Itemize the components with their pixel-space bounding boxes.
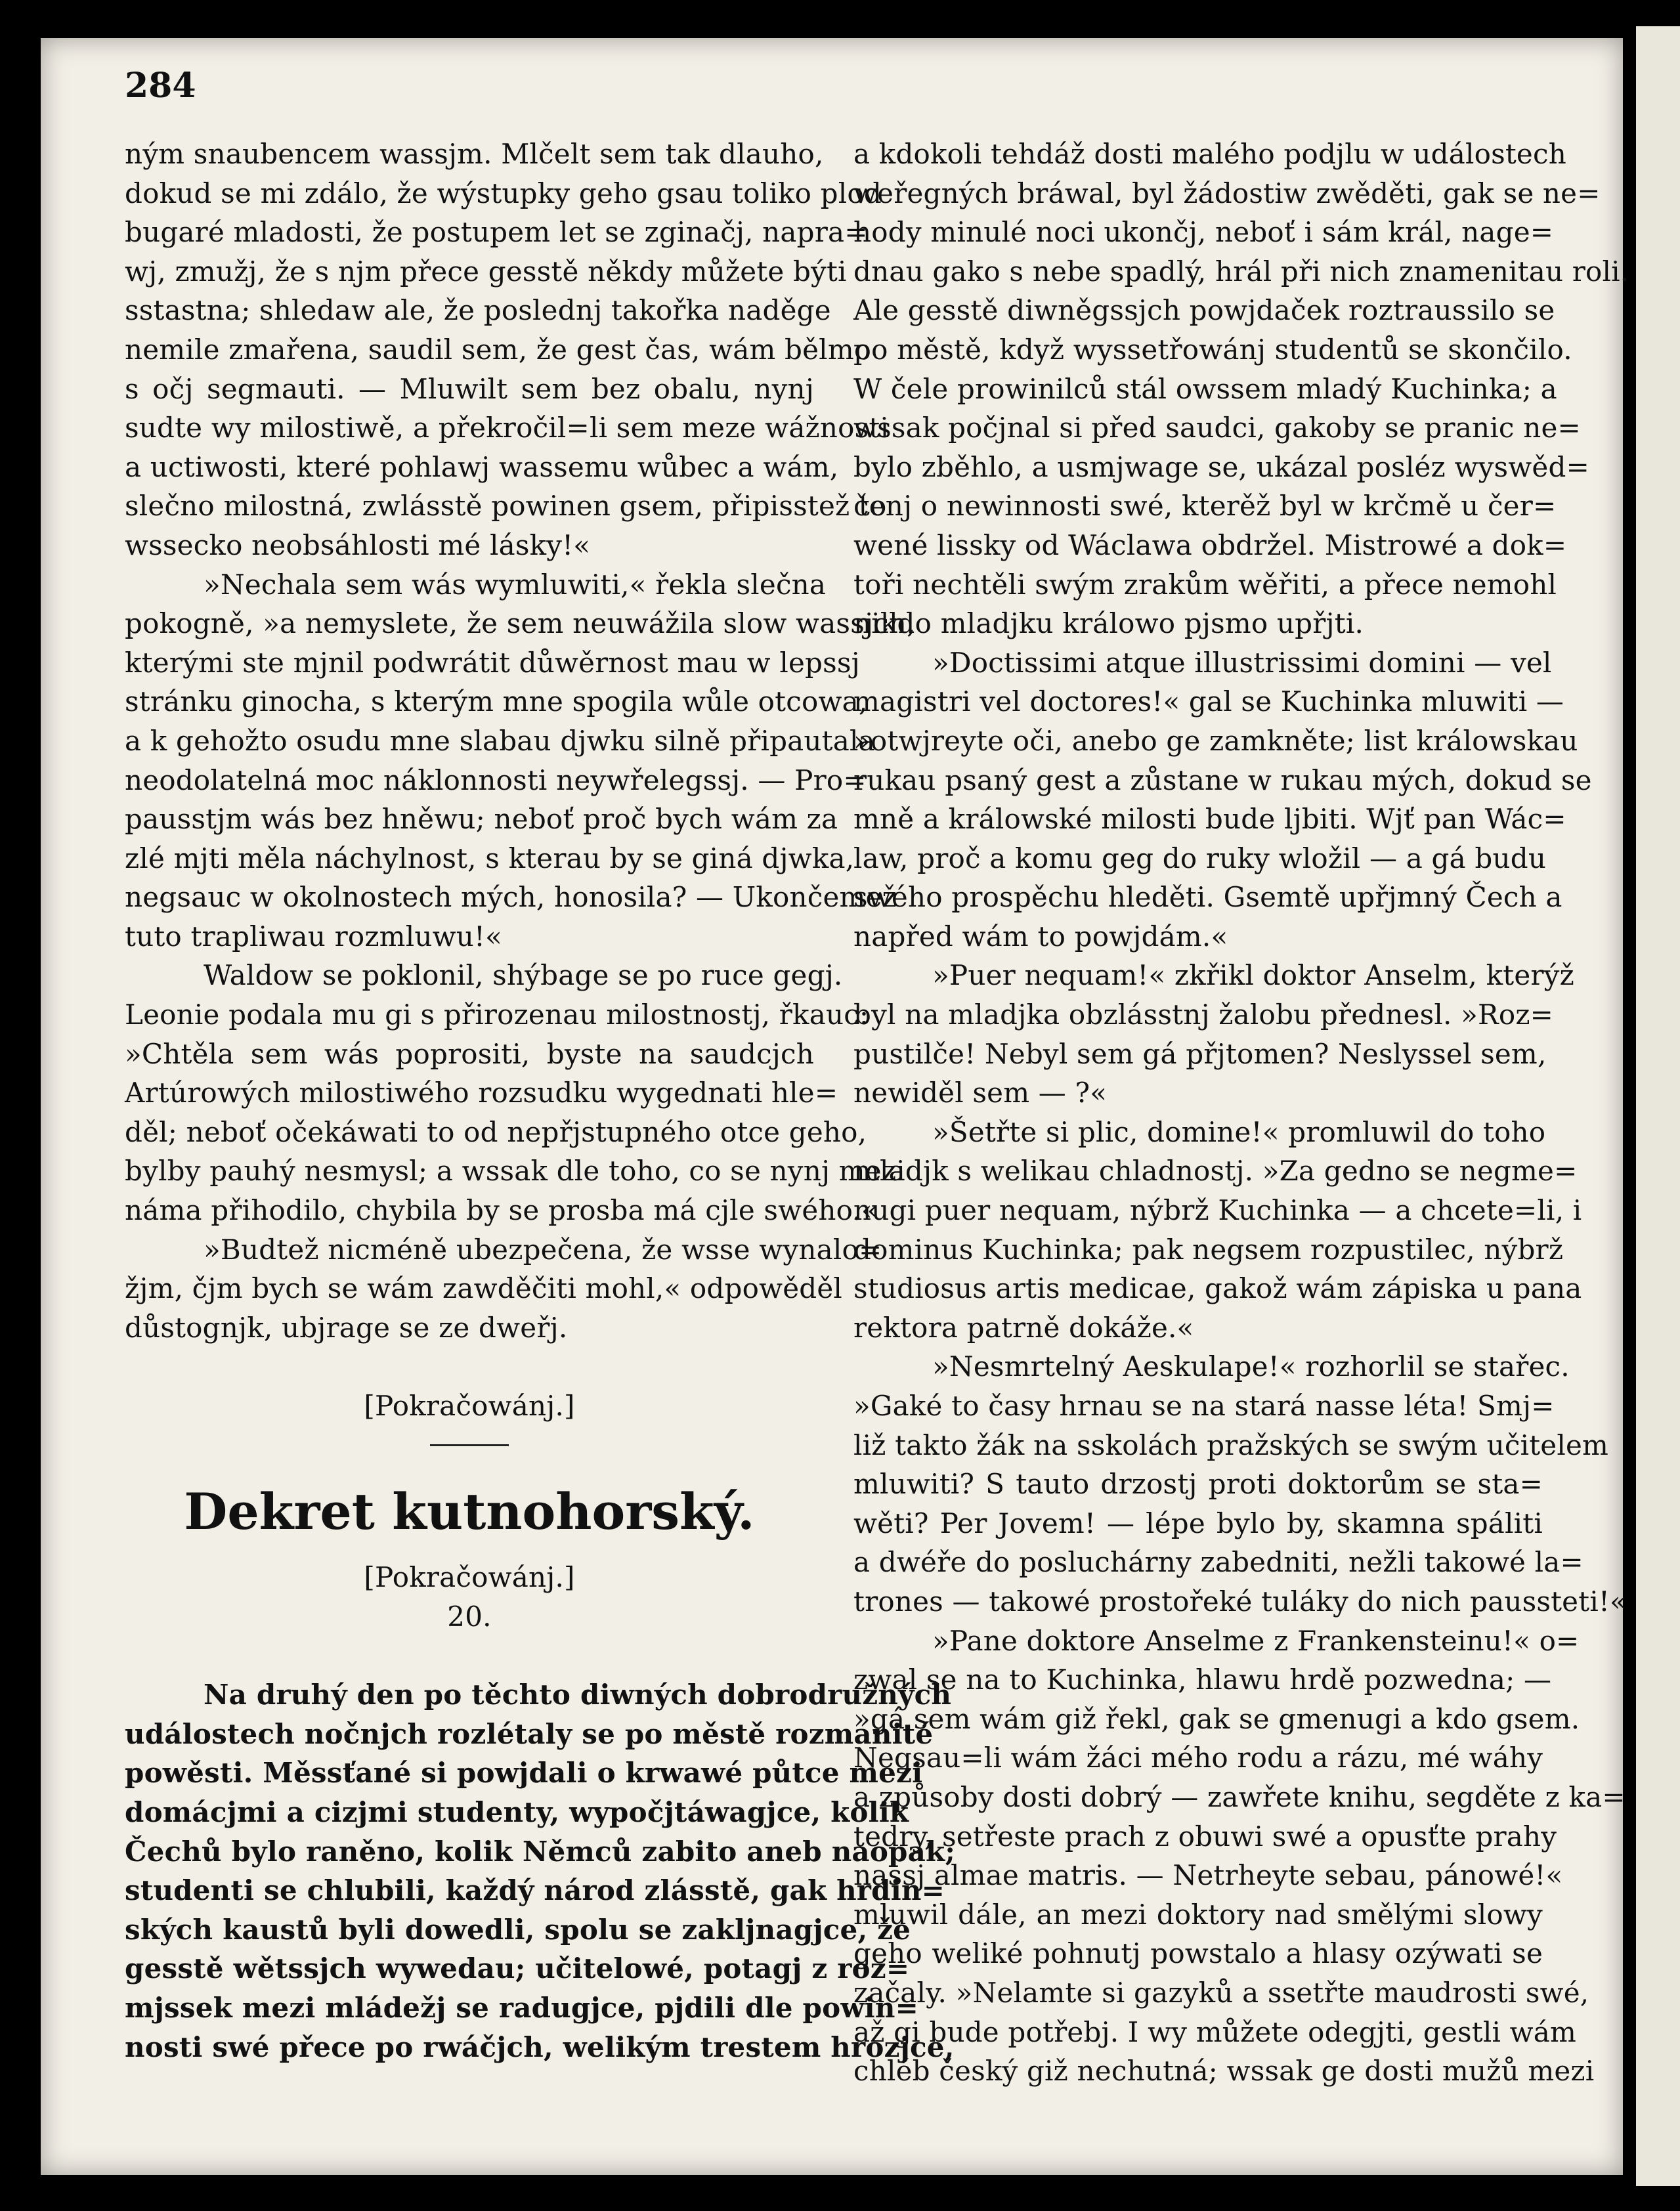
text-line: nikdo mladjku králowo pjsmo upřjti.	[853, 607, 1364, 640]
text-line: negsauc w okolnostech mých, honosila? — Ukončemež	[125, 881, 897, 914]
text-line: s očj segmauti. — Mluwilt sem bez obalu, nynj	[125, 372, 814, 405]
text-line: Čechů bylo raněno, kolik Němců zabito aneb naopak;	[125, 1835, 956, 1868]
text-line: studiosus artis medicae, gakož wám zápiska u pana	[853, 1272, 1582, 1305]
left-paragraph-4	[125, 1230, 882, 1348]
right-paragraph-1	[853, 135, 1629, 643]
right-paragraph-5	[853, 1347, 1627, 1621]
text-line: tedry, setřeste prach z obuwi swé a opusťte prahy	[853, 1820, 1557, 1853]
text-line: »Doctissimi atque illustrissimi domini — vel	[932, 646, 1552, 679]
text-line: newiděl sem — ?«	[853, 1077, 1108, 1109]
text-line: wené lissky od Wáclawa obdržel. Mistrowé a dok=	[853, 528, 1567, 561]
text-line: weřegných bráwal, byl žádostiw zwěděti, gak se ne=	[853, 177, 1601, 209]
text-line: pokogně, »a nemyslete, že sem neuwážila slow wassjch,	[125, 607, 916, 640]
text-line: wj, zmužj, že s njm přece gesstě někdy můžete býti	[125, 255, 847, 288]
right-paragraph-4	[853, 1113, 1582, 1348]
text-line: trones — takowé prostořeké tuláky do nich paussteti!«	[853, 1585, 1627, 1618]
text-line: dominus Kuchinka; pak negsem rozpustilec, nýbrž	[853, 1233, 1564, 1266]
text-line: ských kaustů byli dowedli, spolu se zakljnagjce, že	[125, 1913, 911, 1946]
text-line: »Nesmrtelný Aeskulape!« rozhorlil se stařec.	[932, 1350, 1570, 1383]
text-line: rektora patrně dokáže.«	[853, 1311, 1194, 1344]
adjacent-page-edge	[1636, 26, 1680, 2186]
text-line: Waldow se poklonil, shýbage se po ruce gegj.	[204, 959, 843, 992]
text-line: »Pane doktore Anselme z Frankensteinu!« o=	[932, 1624, 1580, 1657]
page-number: 284	[125, 66, 196, 106]
text-line: byl na mladjka obzlásstnj žalobu přednesl. »Roz=	[853, 998, 1554, 1031]
text-line: gesstě wětssjch wywedau; učitelowé, potagj z roz=	[125, 1952, 910, 1985]
text-line: napřed wám to powjdám.«	[853, 920, 1228, 953]
text-line: a uctiwosti, které pohlawj wassemu wůbec a wám,	[125, 450, 839, 483]
text-line: »Chtěla sem wás poprositi, byste na saudcjch	[125, 1037, 814, 1070]
text-line: »Budtež nicméně ubezpečena, že wsse wynalo=	[204, 1233, 882, 1266]
text-line: wěti? Per Jovem! — lépe bylo by, skamna spáliti	[853, 1507, 1543, 1539]
left-paragraph-5	[125, 1675, 956, 2067]
text-line: studenti se chlubili, každý národ zlásstě, gak hrdin=	[125, 1874, 945, 1907]
text-line: magistri vel doctores!« gal se Kuchinka mluwiti —	[853, 685, 1564, 718]
text-line: nassj almae matris. — Netrheyte sebau, pánowé!«	[853, 1859, 1563, 1892]
text-line: Negsau=li wám žáci mého rodu a rázu, mé wáhy	[853, 1742, 1543, 1774]
left-paragraph-1	[125, 135, 890, 565]
article-title: Dekret kutnohorský.	[184, 1482, 755, 1541]
text-line: nugi puer nequam, nýbrž Kuchinka — a chcete=li, i	[853, 1194, 1582, 1227]
text-line: pustilče! Nebyl sem gá přjtomen? Neslyssel sem,	[853, 1037, 1547, 1070]
text-line: zlé mjti měla náchylnost, s kterau by se giná djwka,	[125, 842, 855, 874]
text-line: bugaré mladosti, že postupem let se zginačj, napra=	[125, 216, 868, 249]
text-line: po městě, když wyssetřowánj studentů se skončilo.	[853, 333, 1572, 366]
text-line: stránku ginocha, s kterým mne spogila wůle otcowa,	[125, 685, 868, 718]
text-line: toři nechtěli swým zrakům wěřiti, a přece nemohl	[853, 568, 1557, 601]
continued-note: [Pokračowánj.]	[364, 1561, 575, 1593]
text-line: rukau psaný gest a zůstane w rukau mých, dokud se	[853, 763, 1592, 796]
right-paragraph-2	[853, 643, 1592, 956]
text-line: hody minulé noci ukončj, neboť i sám král, nage=	[853, 216, 1554, 249]
text-line: »otwjreyte oči, anebo ge zamkněte; list králowskau	[853, 724, 1578, 757]
text-line: mluwil dále, an mezi doktory nad smělými slowy	[853, 1898, 1543, 1931]
text-line: nemile zmařena, saudil sem, že gest čas, wám bělmo	[125, 333, 871, 366]
text-line: žjm, čjm bych se wám zawděčiti mohl,« odpowěděl	[125, 1272, 843, 1305]
section-number: 20.	[447, 1600, 492, 1633]
text-line: neodolatelná moc náklonnosti neywřelegssj. — Pro=	[125, 763, 867, 796]
text-line: a kdokoli tehdáž dosti malého podjlu w událostech	[853, 138, 1566, 170]
text-line: a dwéře do posluchárny zabedniti, nežli takowé la=	[853, 1546, 1583, 1579]
text-line: čenj o newinnosti swé, kterěž byl w krčmě u čer=	[853, 490, 1557, 523]
text-line: »Gaké to časy hrnau se na stará nasse léta! Smj=	[853, 1390, 1555, 1422]
text-line: dokud se mi zdálo, že wýstupky geho gsau toliko plod	[125, 177, 882, 209]
text-line: »gá sem wám giž řekl, gak se gmenugi a kdo gsem.	[853, 1702, 1580, 1735]
text-line: tuto trapliwau rozmluwu!«	[125, 920, 502, 953]
text-line: geho weliké pohnutj powstalo a hlasy ozýwati se	[853, 1937, 1543, 1970]
text-line: pausstjm wás bez hněwu; neboť proč bych wám za	[125, 803, 838, 836]
text-line: mjssek mezi mládežj se radugjce, pjdili dle powin=	[125, 1991, 918, 2024]
text-line: zwal se na to Kuchinka, hlawu hrdě pozwedna; —	[853, 1664, 1552, 1696]
text-line: Ale gesstě diwněgssjch powjdaček roztraussilo se	[853, 294, 1555, 327]
text-line: bylby pauhý nesmysl; a wssak dle toho, co se nynj mezi	[125, 1155, 905, 1188]
text-line: dnau gako s nebe spadlý, hrál při nich znamenitau roli.	[853, 255, 1629, 288]
right-paragraph-6	[853, 1621, 1626, 2091]
text-line: chléb český giž nechutná; wssak ge dosti mužů mezi	[853, 2055, 1595, 2088]
text-line: důstognjk, ubjrage se ze dweřj.	[125, 1311, 568, 1344]
text-line: law, proč a komu geg do ruky wložil — a gá budu	[853, 842, 1547, 874]
left-paragraph-3	[125, 956, 905, 1230]
text-line: bylo zběhlo, a usmjwage se, ukázal posléz wyswěd=	[853, 450, 1589, 483]
left-column	[125, 135, 956, 2067]
section-divider	[430, 1444, 509, 1446]
text-line: wssecko neobsáhlosti mé lásky!«	[125, 528, 591, 561]
text-line: kterými ste mjnil podwrátit důwěrnost mau w lepssj	[125, 646, 860, 679]
text-line: mně a králowské milosti bude ljbiti. Wjť pan Wác=	[853, 803, 1566, 836]
text-line: začaly. »Nelamte si gazyků a ssetřte maudrosti swé,	[853, 1976, 1589, 2009]
text-line: Artúrowých milostiwého rozsudku wygednati hle=	[125, 1077, 838, 1109]
text-line: Na druhý den po těchto diwných dobrodružných	[204, 1679, 952, 1711]
right-paragraph-3	[853, 956, 1574, 1112]
text-line: »Nechala sem wás wymluwiti,« řekla slečna	[204, 568, 827, 601]
text-line: a způsoby dosti dobrý — zawřete knihu, segděte z ka=	[853, 1780, 1626, 1813]
text-line: »Šetřte si plic, domine!« promluwil do toho	[932, 1115, 1546, 1148]
right-column	[853, 135, 1629, 2091]
text-line: powěsti. Měssťané si powjdali o krwawé půtce mezi	[125, 1757, 923, 1790]
text-line: domácjmi a cizjmi studenty, wypočjtáwagjce, kolik	[125, 1795, 909, 1828]
text-line: a k gehožto osudu mne slabau djwku silně připautala	[125, 724, 875, 757]
text-line: děl; neboť očekáwati to od nepřjstupného otce geho,	[125, 1115, 867, 1148]
text-line: liž takto žák na sskolách pražských se swým učitelem	[853, 1428, 1609, 1461]
continued-note: [Pokračowánj.]	[364, 1390, 575, 1423]
text-line: mluwiti? S tauto drzostj proti doktorům se sta=	[853, 1468, 1543, 1501]
text-line: událostech nočnjch rozlétaly se po městě rozmanité	[125, 1717, 934, 1750]
left-paragraph-2	[125, 565, 916, 956]
text-line: Leonie podala mu gi s přirozenau milostnostj, řkauc:	[125, 998, 869, 1031]
text-line: sudte wy milostiwě, a překročil=li sem meze wážnosti	[125, 412, 890, 444]
text-line: slečno milostná, zwlásstě powinen gsem, připisstež to	[125, 490, 887, 523]
text-line: až gi bude potřebj. I wy můžete odegjti, gestli wám	[853, 2015, 1577, 2048]
text-line: wssak počjnal si před saudci, gakoby se pranic ne=	[853, 412, 1581, 444]
text-line: »Puer nequam!« zkřikl doktor Anselm, kterýž	[932, 959, 1574, 992]
text-line: swého prospěchu hleděti. Gsemtě upřjmný Čech a	[853, 881, 1562, 914]
text-line: náma přihodilo, chybila by se prosba má cjle swého.«	[125, 1194, 878, 1227]
text-line: W čele prowinilců stál owssem mladý Kuchinka; a	[853, 372, 1557, 405]
text-line: sstastna; shledaw ale, že poslednj takořka naděge	[125, 294, 831, 327]
text-line: ným snaubencem wassjm. Mlčelt sem tak dlauho,	[125, 138, 824, 170]
text-line: mladjk s welikau chladnostj. »Za gedno se negme=	[853, 1155, 1578, 1188]
text-line: nosti swé přece po rwáčjch, welikým trestem hrozjce,	[125, 2030, 955, 2063]
